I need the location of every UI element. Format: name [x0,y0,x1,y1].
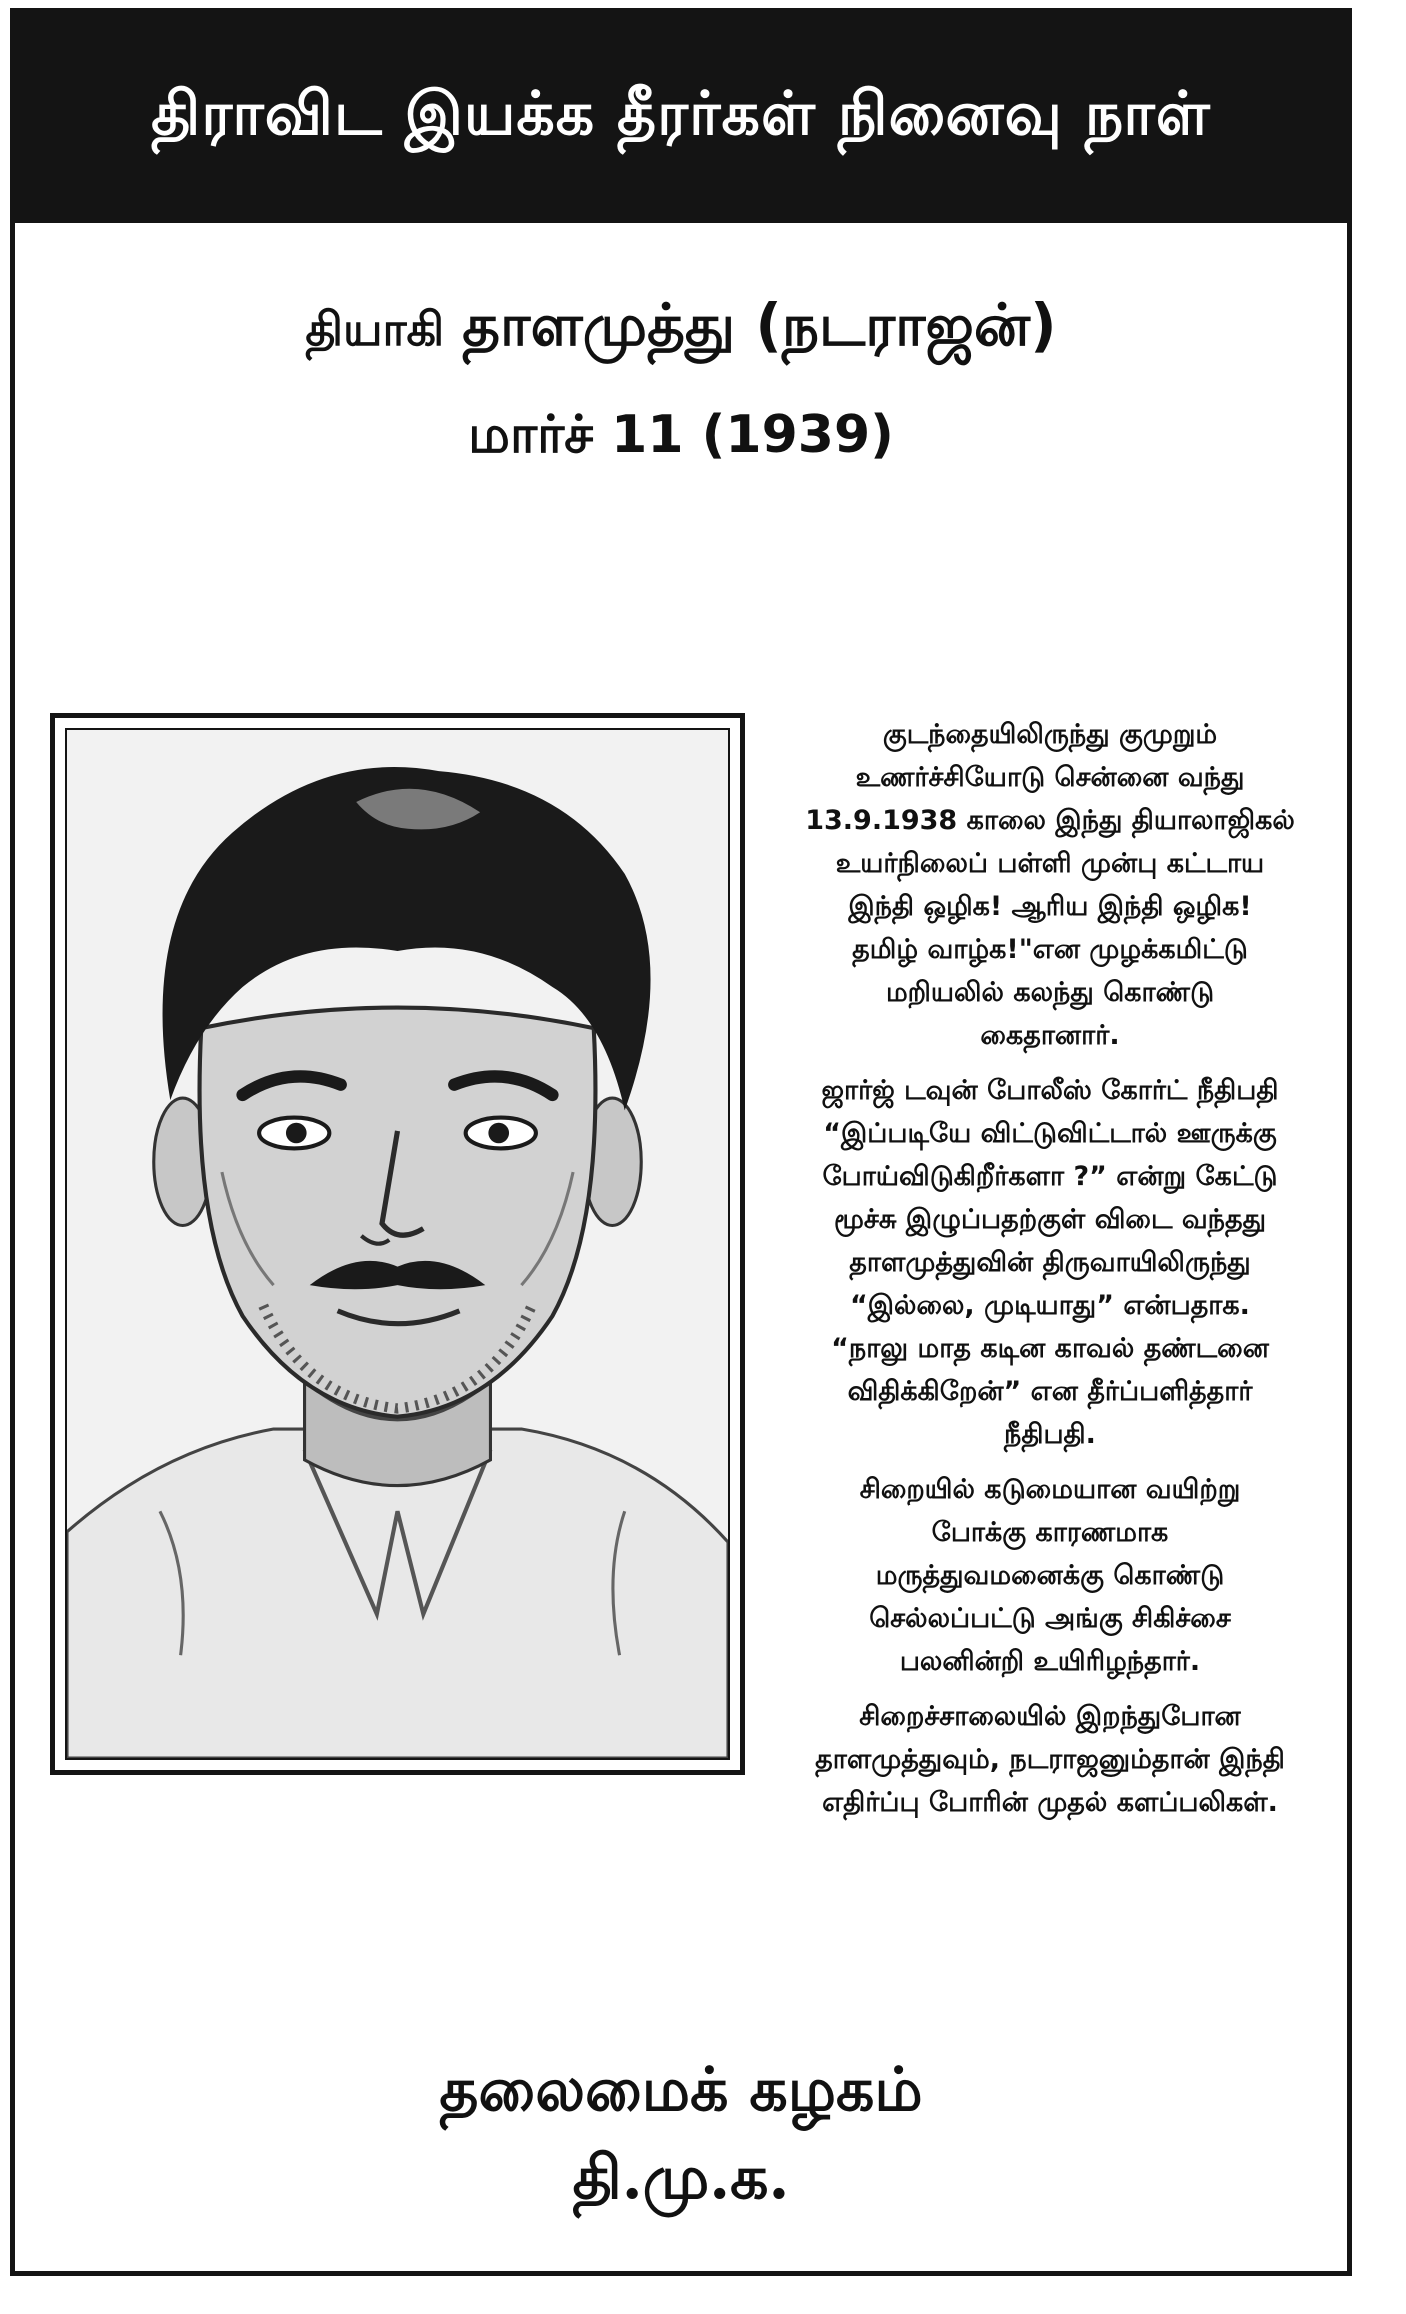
story-line: செல்லப்பட்டு அங்கு சிகிச்சை [869,1603,1231,1634]
story-paragraph [760,1695,1340,1824]
story-line: சிறையில் கடுமையான வயிற்று [859,1474,1241,1505]
footer-party-name: தி.மு.க. [572,2143,790,2213]
story-line: சிறைச்சாலையில் இறந்துபோன [859,1701,1241,1732]
banner-title: திராவிட இயக்க தீரர்கள் நினைவு நாள் [151,79,1211,149]
story-line: போய்விடுகிறீர்களா ?” என்று கேட்டு [822,1161,1278,1192]
portrait-frame [50,713,745,1775]
story-line: தமிழ் வாழ்க!"என முழக்கமிட்டு [852,934,1248,965]
portrait-sketch [65,728,730,1760]
hero-name-heading [15,291,1347,367]
hero-date: மார்ச் 11 (1939) [468,405,894,465]
story-line: தாளமுத்துவின் திருவாயிலிருந்து [849,1247,1251,1278]
story-line: மூச்சு இழுப்பதற்குள் விடை வந்தது [833,1204,1267,1235]
story-line: விதிக்கிறேன்” என தீர்ப்பளித்தார் [847,1376,1253,1407]
story-line: குடந்தையிலிருந்து குமுறும் [882,719,1218,750]
story-paragraph [760,1468,1340,1683]
story-line: உயர்நிலைப் பள்ளி முன்பு கட்டாய [835,848,1265,879]
memorial-poster [10,8,1352,2276]
story-line: நீதிபதி. [1004,1419,1096,1450]
header-banner [15,13,1347,223]
story-paragraph [760,713,1340,1057]
story-line: இந்தி ஒழிக! ஆரிய இந்தி ஒழிக! [848,891,1252,922]
hero-name: தாளமுத்து (நடராஜன்) [462,291,1057,359]
story-line: கைதானார். [980,1020,1120,1051]
story-line: மருத்துவமனைக்கு கொண்டு [875,1560,1225,1591]
story-line: “இல்லை, முடியாது” என்பதாக. [850,1290,1250,1321]
story-line: 13.9.1938 காலை இந்து தியாலாஜிகல் [805,805,1295,836]
story-line: போக்கு காரணமாக [931,1517,1169,1548]
story-line: ஜார்ஜ் டவுன் போலீஸ் கோர்ட் நீதிபதி [821,1075,1279,1106]
story-line: மறியலில் கலந்து கொண்டு [885,977,1215,1008]
footer-organization: தலைமைக் கழகம் [439,2055,923,2125]
hero-prefix: தியாகி [305,302,445,356]
story-line: எதிர்ப்பு போரின் முதல் களப்பலிகள். [822,1787,1278,1818]
story-paragraph [760,1069,1340,1456]
story-line: “இப்படியே விட்டுவிட்டால் ஊருக்கு [823,1118,1277,1149]
story-line: “நாலு மாத கடின காவல் தண்டனை [831,1333,1269,1364]
story-text [760,713,1340,1836]
story-line: உணர்ச்சியோடு சென்னை வந்து [855,762,1245,793]
portrait-illustration [67,730,728,1758]
story-line: பலனின்றி உயிரிழந்தார். [899,1646,1201,1677]
story-line: தாளமுத்துவும், நடராஜனும்தான் இந்தி [815,1744,1285,1775]
